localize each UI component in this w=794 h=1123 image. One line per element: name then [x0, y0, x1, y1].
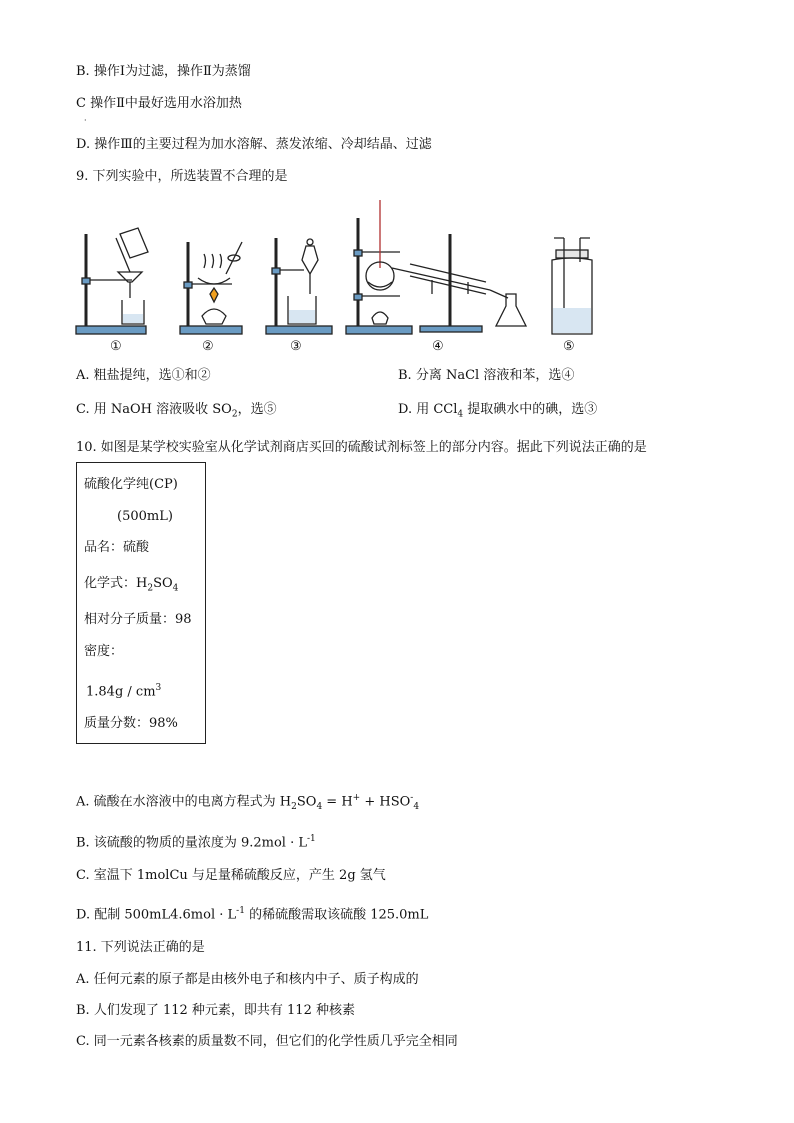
apparatus-2-evaporation: [180, 242, 242, 334]
apparatus-label-5: ⑤: [563, 339, 575, 354]
apparatus-5-gas-bottle: [552, 238, 592, 334]
q10-option-b: B. 该硫酸的物质的量浓度为 $9.2mol \cdot L^{-1}$: [76, 834, 316, 851]
apparatus-label-4: ④: [432, 339, 444, 354]
q11-stem: 11. 下列说法正确的是: [76, 940, 205, 955]
q11-option-c: C. 同一元素各核素的质量数不同，但它们的化学性质几乎完全相同: [76, 1034, 458, 1049]
q9-option-a: A. 粗盐提纯，选①和②: [76, 368, 211, 383]
apparatus-label-1: ①: [110, 339, 122, 354]
stray-dot: ·: [84, 116, 87, 125]
apparatus-4-distillation: [346, 200, 526, 334]
apparatus-figure: [70, 198, 630, 358]
label-density-value: $1.84g / cm^3$: [86, 683, 162, 700]
apparatus-1-filtration: [76, 228, 148, 334]
label-title: 硫酸化学纯(CP): [84, 477, 178, 492]
q10-stem: 10. 如图是某学校实验室从化学试剂商店买回的硫酸试剂标签上的部分内容。据此下列说法正确的是: [76, 440, 647, 455]
reagent-label-box: [76, 462, 206, 744]
q10-option-d: D. 配制 $500mL4.6mol \cdot L^{-1}$ 的稀硫酸需取该硫酸 125.0mL: [76, 906, 429, 923]
q11-option-a: A. 任何元素的原子都是由核外电子和核内中子、质子构成的: [76, 972, 419, 987]
q11-option-b: B. 人们发现了 112 种元素，即共有 112 种核素: [76, 1003, 355, 1018]
label-density-heading: 密度：: [84, 644, 124, 659]
apparatus-label-3: ③: [290, 339, 302, 354]
label-mass-fraction: 质量分数：98%: [84, 716, 178, 731]
q9-stem: 9. 下列实验中，所选装置不合理的是: [76, 169, 288, 184]
q8-option-c: C 操作Ⅱ中最好选用水浴加热: [76, 96, 242, 111]
label-formula: 化学式：$H_2SO_4$: [84, 576, 179, 594]
q10-option-a: A. 硫酸在水溶液中的电离方程式为 $H_2SO_4 = H^+ + HSO^-_4$: [76, 793, 420, 812]
label-molar-mass: 相对分子质量：98: [84, 612, 192, 627]
q9-option-b: B. 分离 NaCl 溶液和苯，选④: [398, 368, 575, 383]
apparatus-3-separation: [266, 238, 332, 334]
label-volume: (500mL): [117, 509, 173, 524]
q9-option-d: D. 用 CCl$_4$ 提取碘水中的碘，选③: [398, 402, 598, 420]
q8-option-b: B. 操作Ⅰ为过滤，操作Ⅱ为蒸馏: [76, 64, 251, 79]
q10-option-c: C. 室温下 1molCu 与足量稀硫酸反应，产生 2g 氢气: [76, 868, 386, 883]
q9-option-c: C. 用 NaOH 溶液吸收 $SO_2$，选⑤: [76, 402, 277, 420]
q8-option-d: D. 操作Ⅲ的主要过程为加水溶解、蒸发浓缩、冷却结晶、过滤: [76, 137, 432, 152]
apparatus-label-2: ②: [202, 339, 214, 354]
label-name: 品名：硫酸: [84, 540, 150, 555]
